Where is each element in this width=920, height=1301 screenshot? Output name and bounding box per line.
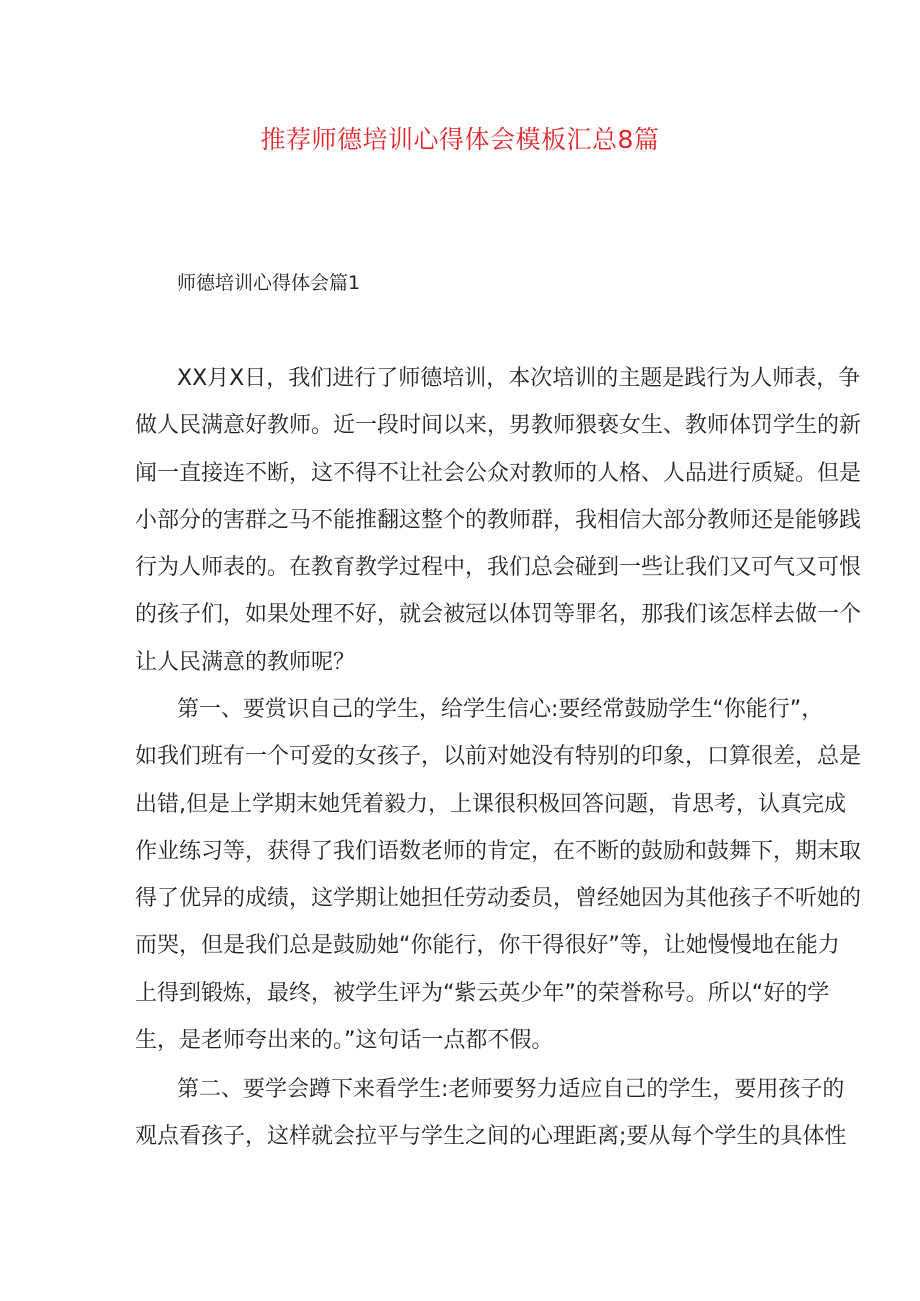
text-line: 出错,但是上学期末她凭着毅力，上课很积极回答问题，肯思考，认真完成	[135, 791, 846, 817]
paragraph-1	[135, 355, 862, 686]
text-line: 如我们班有一个可爱的女孩子，以前对她没有特别的印象，口算很差，总是	[135, 744, 862, 770]
text-line: 第二、要学会蹲下来看学生:老师要努力适应自己的学生，要用孩子的	[177, 1077, 845, 1102]
text-line: 行为人师表的。在教育教学过程中，我们总会碰到一些让我们又可气又可恨	[135, 555, 862, 581]
text-line: 闻一直接连不断，这不得不让社会公众对教师的人格、人品进行质疑。但是	[135, 460, 862, 486]
paragraph-3	[135, 1066, 847, 1161]
text-line: 上得到锻炼，最终，被学生评为“紫云英少年”的荣誉称号。所以“好的学	[135, 980, 830, 1006]
text-line: 做人民满意好教师。近一段时间以来，男教师猥亵女生、教师体罚学生的新	[135, 413, 862, 439]
document-title: 推荐师德培训心得体会模板汇总8篇	[260, 125, 660, 154]
text-line: XX月X日，我们进行了师德培训，本次培训的主题是践行为人师表，争	[177, 366, 861, 391]
text-line: 得了优异的成绩，这学期让她担任劳动委员，曾经她因为其他孩子不听她的	[135, 886, 862, 912]
text-line: 让人民满意的教师呢？	[135, 649, 356, 675]
text-line: 观点看孩子，这样就会拉平与学生之间的心理距离;要从每个学生的具体性	[135, 1124, 847, 1150]
text-line: 生，是老师夸出来的。”这句话一点都不假。	[135, 1028, 554, 1054]
section-heading: 师德培训心得体会篇1	[177, 272, 361, 294]
text-line: 而哭，但是我们总是鼓励她“你能行，你干得很好”等，让她慢慢地在能力	[135, 933, 840, 959]
text-line: 的孩子们，如果处理不好，就会被冠以体罚等罪名，那我们该怎样去做一个	[135, 602, 862, 628]
text-line: 小部分的害群之马不能推翻这整个的教师群，我相信大部分教师还是能够践	[135, 507, 862, 533]
text-line: 作业练习等，获得了我们语数老师的肯定，在不断的鼓励和鼓舞下，期末取	[135, 838, 862, 864]
paragraph-2	[135, 686, 862, 1064]
text-line: 第一、要赏识自己的学生，给学生信心:要经常鼓励学生“你能行”，	[177, 697, 824, 722]
